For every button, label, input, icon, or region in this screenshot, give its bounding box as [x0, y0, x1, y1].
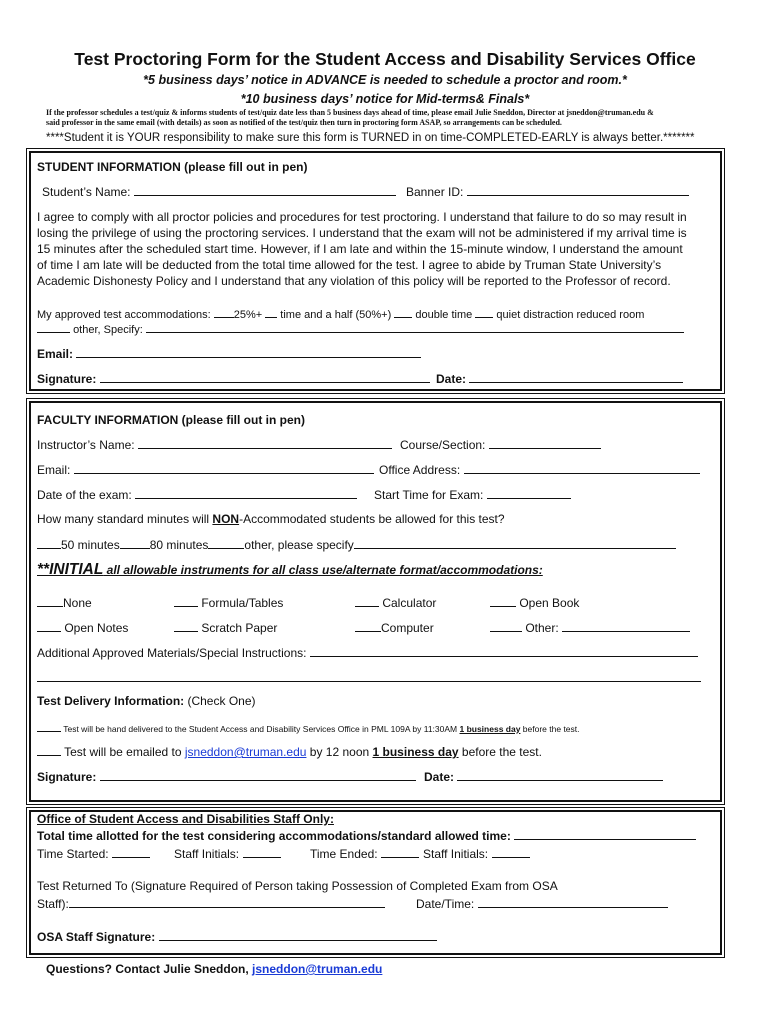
course-row — [400, 437, 601, 452]
student-date-field[interactable] — [469, 371, 683, 383]
instrument-check[interactable] — [355, 620, 381, 632]
additional-materials-label: Additional Approved Materials/Special Instructions: — [37, 646, 307, 660]
start-time-field[interactable] — [487, 487, 571, 499]
time-ended-field[interactable] — [381, 846, 419, 858]
exam-date-label: Date of the exam: — [37, 488, 132, 502]
instrument-label: Computer — [381, 621, 434, 635]
student-signature-field[interactable] — [100, 371, 430, 383]
delivery-heading — [37, 694, 256, 708]
instrument-label: Open Book — [519, 596, 580, 610]
accommodation-other-label: other, Specify: — [73, 324, 143, 336]
delivery-hand-row — [37, 722, 580, 736]
student-signature-row — [37, 371, 430, 386]
instrument-check[interactable] — [490, 595, 516, 607]
instrument-other — [490, 620, 690, 635]
notice-five-days: *5 business days’ notice in ADVANCE is needed to schedule a proctor and room.* — [143, 73, 627, 87]
accommodation-other-check[interactable] — [37, 321, 70, 333]
office-address-field[interactable] — [464, 462, 700, 474]
minutes-other-label: other, please specify — [244, 538, 354, 552]
total-time-field[interactable] — [514, 828, 696, 840]
instrument-calculator — [355, 595, 436, 610]
delivery-email-check[interactable] — [37, 744, 61, 756]
delivery-email-text: before the test. — [458, 745, 542, 759]
additional-materials-row — [37, 645, 698, 660]
course-label: Course/Section: — [400, 438, 486, 452]
delivery-label: Test Delivery Information: — [37, 694, 185, 708]
student-signature-label: Signature: — [37, 372, 97, 386]
osa-signature-label: OSA Staff Signature: — [37, 930, 156, 944]
instrument-check[interactable] — [355, 595, 379, 607]
time-ended-row — [310, 846, 419, 861]
instrument-check[interactable] — [37, 620, 61, 632]
faculty-signature-label: Signature: — [37, 770, 97, 784]
osa-signature-row — [37, 929, 437, 944]
question-text: -Accommodated students be allowed for this test? — [239, 512, 505, 526]
instrument-label: Other: — [525, 621, 559, 635]
delivery-email-link[interactable]: jsneddon@truman.edu — [184, 745, 307, 759]
returned-datetime-label: Date/Time: — [416, 897, 475, 911]
total-time-label: Total time allotted for the test considering accommodations/standard allowed time: — [37, 829, 511, 843]
instructor-row — [37, 437, 392, 452]
minutes-other-check[interactable] — [208, 537, 244, 549]
agreement-text — [37, 209, 687, 289]
faculty-email-label: Email: — [37, 463, 71, 477]
instrument-check[interactable] — [490, 620, 522, 632]
student-name-label: Student’s Name: — [42, 185, 131, 199]
instrument-computer — [355, 620, 434, 635]
staff-initials-2-label: Staff Initials: — [423, 847, 489, 861]
accommodations-label: My approved test accommodations: — [37, 309, 214, 321]
exam-date-field[interactable] — [135, 487, 357, 499]
banner-id-label: Banner ID: — [406, 185, 464, 199]
delivery-email-text: Test will be emailed to — [64, 745, 185, 759]
instructor-label: Instructor’s Name: — [37, 438, 135, 452]
agreement-line: losing the privilege of using the proctoring services. I understand that the exam will not be administered if my arrival time is — [37, 226, 687, 240]
office-address-label: Office Address: — [379, 463, 461, 477]
delivery-check-one: (Check One) — [184, 694, 256, 708]
minutes-80-label: 80 minutes — [149, 538, 209, 552]
instrument-check[interactable] — [174, 595, 198, 607]
accommodation-50-label: time and a half (50%+) — [280, 309, 392, 321]
agreement-line: 15 minutes after the scheduled start time. However, if I am late and within the 15-minute window, I understand the amount — [37, 242, 683, 256]
footer-email-link[interactable]: jsneddon@truman.edu — [252, 962, 383, 976]
staff-initials-1-field[interactable] — [243, 846, 281, 858]
instrument-label: Formula/Tables — [201, 596, 284, 610]
student-date-row — [436, 371, 683, 386]
delivery-email-emphasis: 1 business day — [372, 745, 459, 759]
time-started-row — [37, 846, 150, 861]
accommodation-25-label: 25%+ — [233, 309, 263, 321]
instrument-label: None — [63, 596, 92, 610]
accommodation-quiet-field[interactable] — [475, 306, 493, 318]
student-email-field[interactable] — [76, 346, 421, 358]
accommodation-double-field[interactable] — [394, 306, 412, 318]
question-non-emphasis: NON — [212, 512, 240, 526]
question-text: How many standard minutes will — [37, 512, 213, 526]
office-heading: Office of Student Access and Disabilities Staff Only: — [37, 812, 334, 826]
student-email-label: Email: — [37, 347, 74, 361]
minutes-options-row — [37, 537, 676, 552]
faculty-email-row — [37, 462, 374, 477]
additional-materials-field-2[interactable] — [37, 670, 701, 682]
student-heading: STUDENT INFORMATION (please fill out in pen) — [37, 160, 308, 174]
initial-emphasis: **INITIAL — [37, 561, 104, 578]
additional-materials-row2 — [37, 670, 701, 685]
student-name-row — [42, 184, 396, 199]
instrument-label: Calculator — [382, 596, 437, 610]
faculty-date-field[interactable] — [457, 769, 663, 781]
total-time-row — [37, 828, 696, 843]
accommodation-50-field[interactable] — [265, 306, 277, 318]
returned-to-row — [37, 896, 385, 911]
agreement-line: Academic Dishonesty Policy and I understand that any violation of this policy will be reported to the Professor of record. — [37, 274, 671, 288]
returned-datetime-row — [416, 896, 668, 911]
delivery-email-row — [37, 744, 542, 759]
initial-instructions — [37, 563, 543, 577]
staff-initials-2-field[interactable] — [492, 846, 530, 858]
footer-questions: Questions? Contact Julie Sneddon, — [46, 962, 253, 976]
course-field[interactable] — [489, 437, 601, 449]
instrument-none — [37, 595, 92, 610]
banner-id-field[interactable] — [467, 184, 689, 196]
delivery-hand-emphasis: 1 business day — [459, 724, 521, 734]
initial-text: all allowable instruments for all class use/alternate format/accommodations: — [103, 563, 543, 577]
delivery-email-text: by 12 noon — [306, 745, 373, 759]
instrument-scratch-paper — [174, 620, 277, 635]
delivery-hand-text: before the test. — [520, 724, 580, 734]
delivery-hand-check[interactable] — [37, 722, 61, 732]
responsibility-notice: ****Student it is YOUR responsibility to make sure this form is TURNED in on time-COMPLETED-EARLY is always better.******* — [46, 132, 695, 144]
instrument-check[interactable] — [174, 620, 198, 632]
faculty-email-field[interactable] — [74, 462, 374, 474]
returned-to-field[interactable] — [69, 896, 385, 908]
instrument-label: Open Notes — [64, 621, 129, 635]
professor-note-line1: If the professor schedules a test/quiz & informs students of test/quiz date less than 5 business days ahead of time, please email Julie Sneddon, Director at jsneddon@truman.edu & — [46, 108, 654, 117]
accommodation-other-field[interactable] — [146, 321, 684, 333]
instrument-open-notes — [37, 620, 128, 635]
faculty-signature-field[interactable] — [100, 769, 416, 781]
osa-signature-field[interactable] — [159, 929, 437, 941]
instrument-check[interactable] — [37, 595, 63, 607]
minutes-50-check[interactable] — [37, 537, 61, 549]
standard-minutes-question — [37, 512, 505, 526]
accommodations-row — [37, 306, 644, 322]
staff-initials-1-label: Staff Initials: — [174, 847, 240, 861]
professor-note-line2: said professor in the same email (with details) as soon as notified of the test/quiz then turn in proctoring form ASAP, so arrangements can be scheduled. — [46, 118, 562, 127]
notice-ten-days: *10 business days’ notice for Mid-terms& Finals* — [240, 92, 530, 106]
instructor-field[interactable] — [138, 437, 392, 449]
additional-materials-field[interactable] — [310, 645, 698, 657]
student-email-row — [37, 346, 421, 361]
staff-initials-2-row — [423, 846, 530, 861]
instrument-other-field[interactable] — [562, 620, 690, 632]
faculty-date-label: Date: — [424, 770, 455, 784]
banner-id-row — [406, 184, 689, 199]
start-time-label: Start Time for Exam: — [374, 488, 484, 502]
accommodation-other-row — [37, 321, 684, 337]
instrument-open-book — [490, 595, 579, 610]
returned-to-label-line2: Staff): — [37, 897, 69, 911]
agreement-line: I agree to comply with all proctor policies and procedures for test proctoring. I understand that failure to do so may result in — [37, 210, 687, 224]
student-name-field[interactable] — [134, 184, 396, 196]
time-ended-label: Time Ended: — [310, 847, 378, 861]
minutes-other-field[interactable] — [354, 537, 676, 549]
delivery-hand-text: Test will be hand delivered to the Student Access and Disability Services Office in PML 109A by 11:30AM — [63, 724, 460, 734]
student-date-label: Date: — [436, 372, 467, 386]
accommodation-quiet-label: quiet distraction reduced room — [496, 309, 645, 321]
time-started-field[interactable] — [112, 846, 150, 858]
faculty-heading: FACULTY INFORMATION (please fill out in pen) — [37, 413, 305, 427]
page-title: Test Proctoring Form for the Student Access and Disability Services Office — [74, 49, 696, 69]
faculty-date-row — [424, 769, 663, 784]
instrument-formula — [174, 595, 283, 610]
footer-contact — [46, 962, 382, 976]
minutes-50-label: 50 minutes — [61, 538, 120, 552]
accommodation-double-label: double time — [415, 309, 473, 321]
staff-initials-1-row — [174, 846, 281, 861]
instrument-label: Scratch Paper — [201, 621, 278, 635]
time-started-label: Time Started: — [37, 847, 109, 861]
start-time-row — [374, 487, 571, 502]
agreement-line: of time I am late will be deducted from the total time allowed for the test. I agree to abide by Truman State University’s — [37, 258, 662, 272]
minutes-80-check[interactable] — [120, 537, 150, 549]
returned-to-label-line1: Test Returned To (Signature Required of Person taking Possession of Completed Exam from OSA — [37, 879, 558, 893]
exam-date-row — [37, 487, 357, 502]
returned-datetime-field[interactable] — [478, 896, 668, 908]
accommodation-25-field[interactable] — [214, 306, 234, 318]
faculty-signature-row — [37, 769, 416, 784]
office-address-row — [379, 462, 700, 477]
